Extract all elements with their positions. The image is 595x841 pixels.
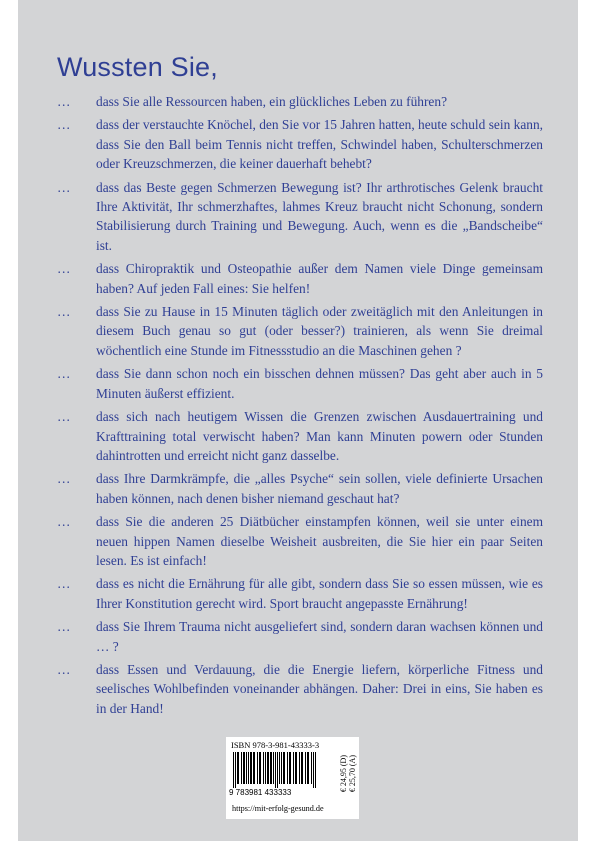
list-item (57, 115, 543, 173)
barcode-digits: 9 783981 433333 (229, 788, 292, 797)
list-item (57, 574, 543, 613)
ellipsis-marker: … (57, 409, 71, 425)
list-item-text: dass Sie zu Hause in 15 Minuten täglich oder zweitäglich mit den Anleitungen in diesem Buch genau so gut (oder besser?) trainieren, als wenn Sie dreimal wöchentlich eine Stunde im Fitnessstudio an die Maschinen gehen ? (96, 304, 543, 358)
list-item-text: dass Sie alle Ressourcen haben, ein glückliches Leben zu führen? (96, 94, 448, 109)
list-item (57, 92, 543, 111)
ellipsis-marker: … (57, 179, 71, 195)
list-item (57, 302, 543, 360)
heading: Wussten Sie, (57, 52, 218, 82)
isbn-text: ISBN 978-3-981-43333-3 (231, 740, 320, 750)
ellipsis-marker: … (57, 619, 71, 635)
list-item-text: dass Sie die anderen 25 Diätbücher einstampfen können, weil sie unter einem neuen hippen Namen dieselbe Weisheit ausbreiten, die Sie hier ein paar Seiten lesen. Es ist einfach! (96, 514, 543, 568)
ellipsis-marker: … (57, 514, 71, 530)
list-item-text: dass Chiropraktik und Osteopathie außer dem Namen viele Dinge gemeinsam haben? Auf jeden Fall eines: Sie helfen! (96, 261, 543, 296)
back-cover (18, 0, 578, 841)
list-item (57, 364, 543, 403)
ellipsis-marker: … (57, 576, 71, 592)
list-item (57, 407, 543, 465)
list-item (57, 512, 543, 570)
ellipsis-marker: … (57, 117, 71, 133)
ellipsis-marker: … (57, 304, 71, 320)
list-item-text: dass es nicht die Ernährung für alle gibt, sondern dass Sie so essen müssen, wie es Ihrer Konstitution gerecht wird. Sport braucht angepasste Ernährung! (96, 576, 543, 611)
list-item (57, 178, 543, 256)
list-item-text: dass das Beste gegen Schmerzen Bewegung ist? Ihr arthrotisches Gelenk braucht Ihre Aktivität, Ihr schmerzhaftes, lahmes Kreuz braucht nicht Schonung, sondern Stabilisierung durch Training und Bewegung. Auch, wenn es die „Bandscheibe“ ist. (96, 179, 543, 253)
barcode-label (226, 737, 359, 819)
ellipsis-marker: … (57, 94, 71, 109)
list-item (57, 259, 543, 298)
list-item (57, 660, 543, 718)
list-item-text: dass Ihre Darmkrämpfe, die „alles Psyche“ sein sollen, viele definierte Ursachen haben können, nach denen bisher niemand geschaut hat? (96, 471, 543, 506)
list-item (57, 469, 543, 508)
list-item-text: dass Essen und Verdauung, die die Energie liefern, körperliche Fitness und seelisches Wohlbefinden voneinander abhängen. Daher: Drei in eins, Sie haben es in der Hand! (96, 661, 543, 716)
list-item-text: dass sich nach heutigem Wissen die Grenzen zwischen Ausdauertraining und Krafttraining total verwischt haben? Man kann Minuten powern oder Stunden dahintrotten und erreicht nicht ganz dasselbe. (96, 409, 543, 463)
list-item-text: dass Sie Ihrem Trauma nicht ausgeliefert sind, sondern daran wachsen können und … ? (96, 619, 543, 654)
barcode-image (231, 752, 335, 788)
ellipsis-marker: … (57, 261, 71, 277)
ellipsis-marker: … (57, 366, 71, 382)
ellipsis-marker: … (57, 661, 71, 677)
website-url: https://mit-erfolg-gesund.de (232, 804, 324, 813)
price-austria: € 25,70 (A) (348, 755, 357, 793)
ellipsis-marker: … (57, 471, 71, 487)
list-item-text: dass der verstauchte Knöchel, den Sie vor 15 Jahren hatten, heute schuld sein kann, dass Sie den Ball beim Tennis nicht treffen, Schwindel haben, Schulterschmerzen oder Kreuzschmerzen, die keiner dauerhaft behebt? (96, 117, 543, 172)
list-item (57, 617, 543, 656)
price-germany: € 24,95 (D) (339, 755, 348, 793)
question-list (57, 92, 543, 722)
list-item-text: dass Sie dann schon noch ein bisschen dehnen müssen? Das geht aber auch in 5 Minuten äußerst effizient. (96, 366, 543, 401)
